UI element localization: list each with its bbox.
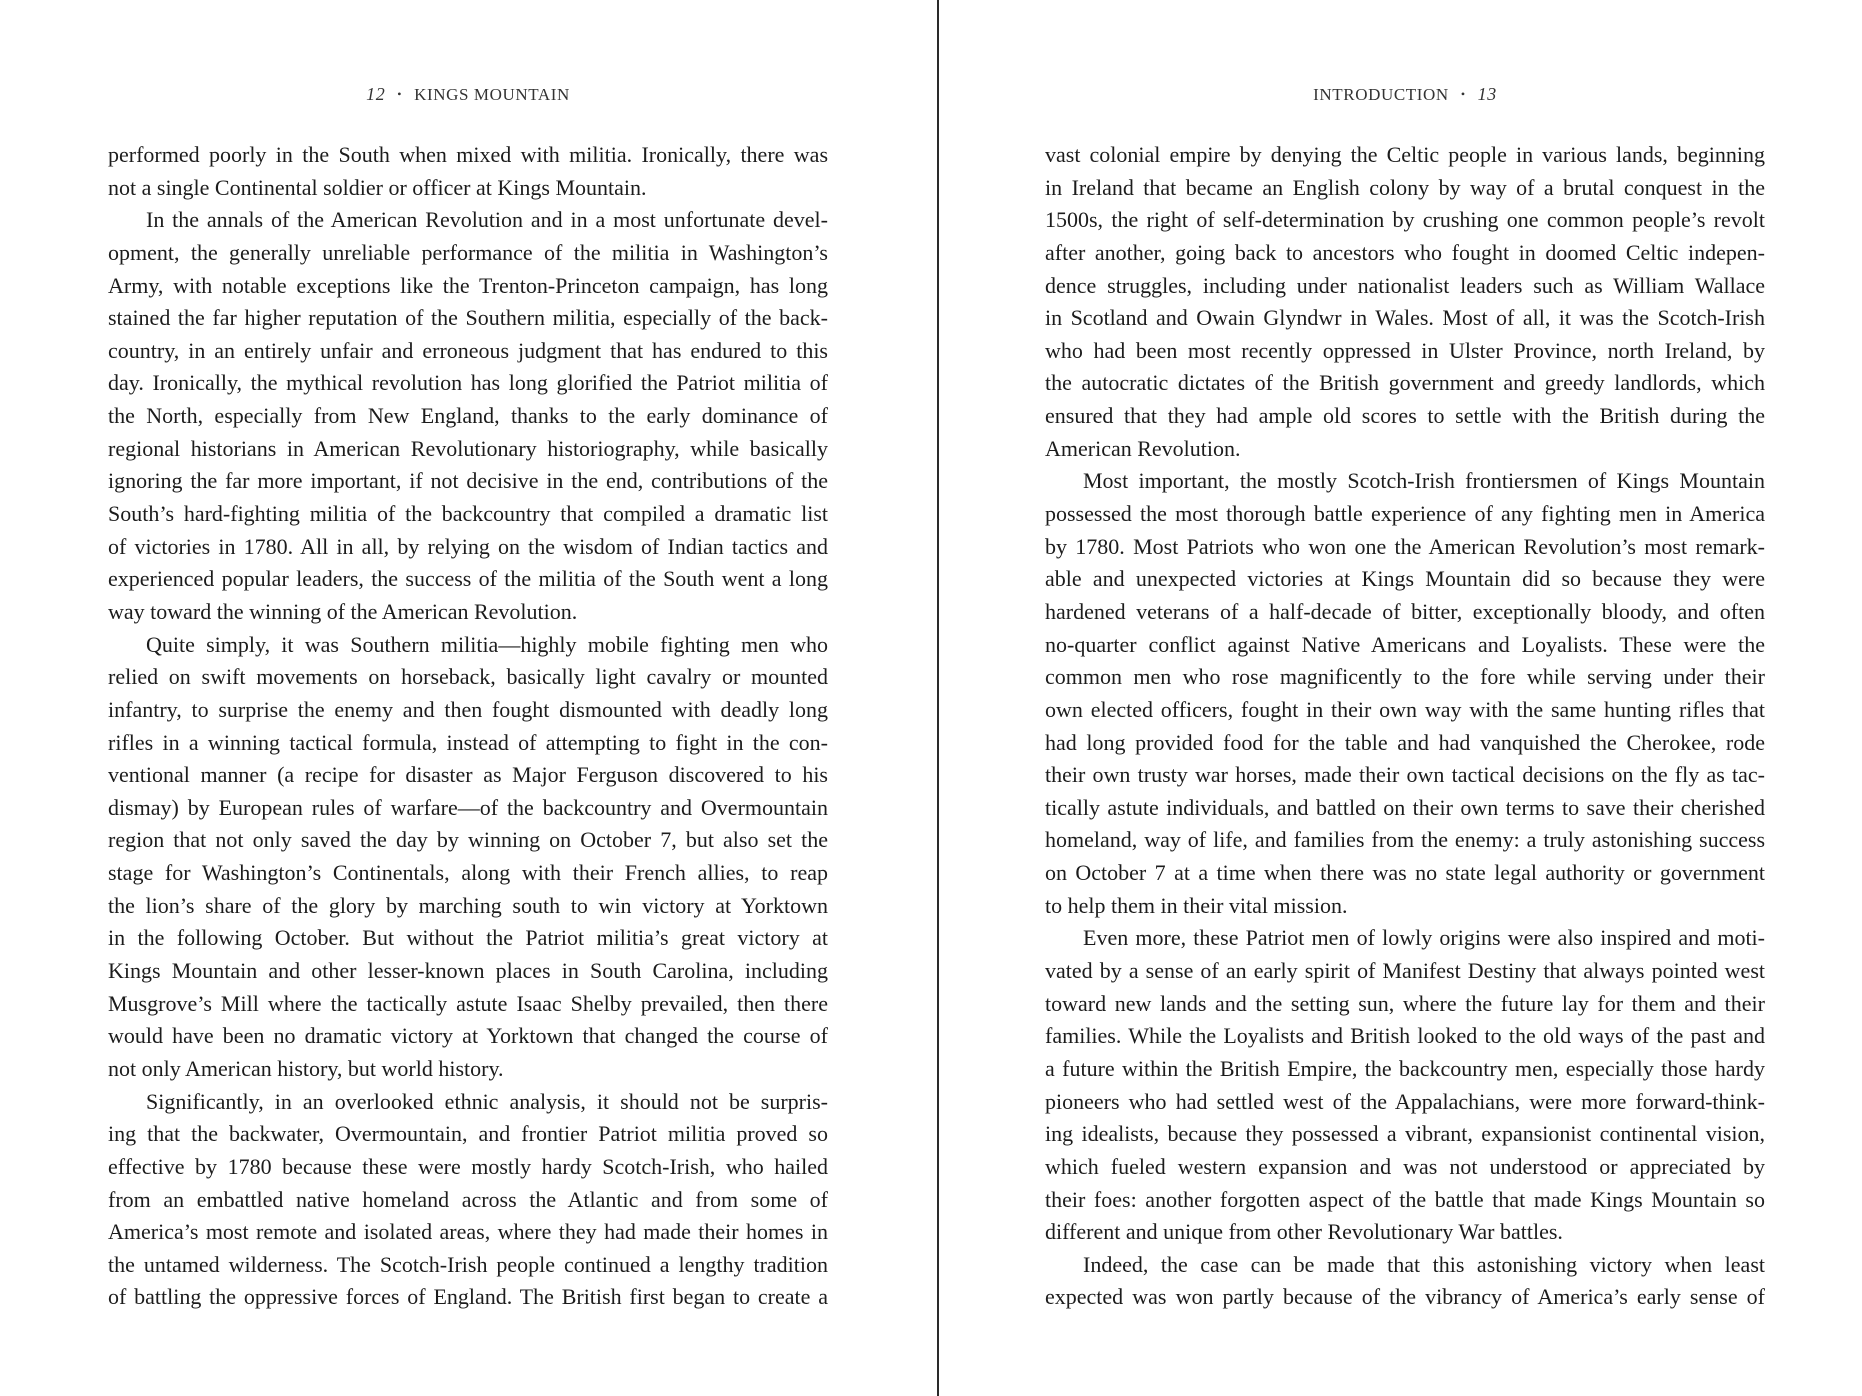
text-line: in Ireland that became an English colony by way of a brutal conquest in the: [1045, 174, 1765, 200]
text-line: hardened veterans of a half-decade of bitter, exceptionally bloody, and often: [1045, 598, 1765, 624]
right-running-title: INTRODUCTION: [1313, 85, 1449, 104]
text-line: their foes: another forgotten aspect of the battle that made Kings Mountain so: [1045, 1186, 1765, 1212]
text-line: American Revolution.: [1045, 435, 1241, 461]
text-line: Kings Mountain and other lesser-known places in South Carolina, including: [108, 958, 828, 984]
text-line: ignoring the far more important, if not decisive in the end, contributions of the: [108, 468, 828, 494]
left-page: [108, 0, 828, 1396]
text-line: ing idealists, because they possessed a vibrant, expansionist continental vision,: [1045, 1121, 1765, 1147]
text-line: effective by 1780 because these were mostly hardy Scotch-Irish, who hailed: [108, 1153, 828, 1179]
text-line: South’s hard-fighting militia of the backcountry that compiled a dramatic list: [108, 501, 828, 527]
text-line: different and unique from other Revolutionary War battles.: [1045, 1219, 1563, 1245]
text-line: a future within the British Empire, the backcountry men, especially those hardy: [1045, 1055, 1765, 1081]
text-line: tically astute individuals, and battled on their own terms to save their cherished: [1045, 794, 1765, 820]
text-line: their own trusty war horses, made their own tactical decisions on the fly as tac-: [1045, 762, 1765, 788]
text-line: Even more, these Patriot men of lowly origins were also inspired and moti-: [1083, 925, 1765, 951]
text-line: common men who rose magnificently to the fore while serving under their: [1045, 664, 1765, 690]
text-line: in Scotland and Owain Glyndwr in Wales. Most of all, it was the Scotch-Irish: [1045, 305, 1765, 331]
text-line: relied on swift movements on horseback, basically light cavalry or mounted: [108, 664, 828, 690]
text-line: vast colonial empire by denying the Celtic people in various lands, beginning: [1045, 142, 1765, 167]
text-line: stage for Washington’s Continentals, along with their French allies, to reap: [108, 860, 828, 886]
text-line: to help them in their vital mission.: [1045, 892, 1348, 918]
text-line: region that not only saved the day by winning on October 7, but also set the: [108, 827, 828, 853]
text-line: ing that the backwater, Overmountain, and frontier Patriot militia proved so: [108, 1121, 828, 1147]
text-line: In the annals of the American Revolution and in a most unfortunate devel-: [146, 207, 828, 233]
text-line: after another, going back to ancestors who fought in doomed Celtic indepen-: [1045, 239, 1765, 265]
text-line: from an embattled native homeland across the Atlantic and from some of: [108, 1186, 828, 1212]
text-line: families. While the Loyalists and British looked to the old ways of the past and: [1045, 1023, 1765, 1049]
text-line: dismay) by European rules of warfare—of the backcountry and Overmountain: [108, 794, 828, 820]
text-line: stained the far higher reputation of the Southern militia, especially of the back-: [108, 305, 828, 331]
text-line: possessed the most thorough battle experience of any fighting men in America: [1045, 501, 1765, 527]
text-line: had long provided food for the table and had vanquished the Cherokee, rode: [1045, 729, 1765, 755]
text-line: 1500s, the right of self-determination by crushing one common people’s revolt: [1045, 207, 1765, 233]
text-line: homeland, way of life, and families from the enemy: a truly astonishing success: [1045, 827, 1765, 853]
text-line: toward new lands and the setting sun, where the future lay for them and their: [1045, 990, 1765, 1016]
text-line: country, in an entirely unfair and erroneous judgment that has endured to this: [108, 337, 828, 363]
text-line: of battling the oppressive forces of England. The British first began to create a: [108, 1284, 828, 1310]
text-line: Quite simply, it was Southern militia—highly mobile fighting men who: [146, 631, 828, 657]
text-line: dence struggles, including under nationalist leaders such as William Wallace: [1045, 272, 1765, 298]
text-line: expected was won partly because of the vibrancy of America’s early sense of: [1045, 1284, 1765, 1310]
text-line: vated by a sense of an early spirit of Manifest Destiny that always pointed west: [1045, 958, 1765, 984]
text-line: on October 7 at a time when there was no state legal authority or government: [1045, 860, 1765, 886]
text-line: no-quarter conflict against Native Americans and Loyalists. These were the: [1045, 631, 1765, 657]
right-body-text: [1045, 139, 1765, 1314]
text-line: infantry, to surprise the enemy and then fought dismounted with deadly long: [108, 696, 828, 722]
text-line: performed poorly in the South when mixed with militia. Ironically, there was: [108, 142, 828, 167]
text-line: Significantly, in an overlooked ethnic analysis, it should not be surpris-: [146, 1088, 828, 1114]
text-line: regional historians in American Revolutionary historiography, while basically: [108, 435, 828, 461]
text-line: not only American history, but world history.: [108, 1055, 504, 1081]
text-line: in the following October. But without the Patriot militia’s great victory at: [108, 925, 828, 951]
text-line: Indeed, the case can be made that this astonishing victory when least: [1083, 1251, 1765, 1277]
text-line: the untamed wilderness. The Scotch-Irish people continued a lengthy tradition: [108, 1251, 828, 1277]
text-line: of victories in 1780. All in all, by relying on the wisdom of Indian tactics and: [108, 533, 828, 559]
text-line: day. Ironically, the mythical revolution has long glorified the Patriot militia of: [108, 370, 828, 396]
left-page-number: 12: [366, 84, 386, 104]
text-line: Most important, the mostly Scotch-Irish frontiersmen of Kings Mountain: [1083, 468, 1765, 494]
text-line: who had been most recently oppressed in Ulster Province, north Ireland, by: [1045, 337, 1765, 363]
text-line: would have been no dramatic victory at Yorktown that changed the course of: [108, 1023, 828, 1049]
text-line: able and unexpected victories at Kings Mountain did so because they were: [1045, 566, 1765, 592]
text-line: Musgrove’s Mill where the tactically astute Isaac Shelby prevailed, then there: [108, 990, 828, 1016]
bullet-separator: •: [1460, 87, 1466, 101]
right-running-head: [1045, 84, 1765, 105]
text-line: opment, the generally unreliable performance of the militia in Washington’s: [108, 239, 828, 265]
text-line: way toward the winning of the American Revolution.: [108, 598, 578, 624]
text-line: the autocratic dictates of the British government and greedy landlords, which: [1045, 370, 1765, 396]
left-body-text: [108, 139, 828, 1314]
text-line: own elected officers, fought in their own way with the same hunting rifles that: [1045, 696, 1765, 722]
text-line: the lion’s share of the glory by marching south to win victory at Yorktown: [108, 892, 828, 918]
right-page-number: 13: [1477, 84, 1497, 104]
text-line: ventional manner (a recipe for disaster as Major Ferguson discovered to his: [108, 762, 828, 788]
text-line: pioneers who had settled west of the Appalachians, were more forward-think-: [1045, 1088, 1765, 1114]
text-line: by 1780. Most Patriots who won one the American Revolution’s most remark-: [1045, 533, 1765, 559]
text-line: ensured that they had ample old scores to settle with the British during the: [1045, 403, 1765, 429]
text-line: not a single Continental soldier or officer at Kings Mountain.: [108, 174, 647, 200]
page-gutter: [937, 0, 939, 1396]
left-running-title: KINGS MOUNTAIN: [414, 85, 570, 104]
text-line: the North, especially from New England, thanks to the early dominance of: [108, 403, 828, 429]
text-line: which fueled western expansion and was not understood or appreciated by: [1045, 1153, 1765, 1179]
text-line: rifles in a winning tactical formula, instead of attempting to fight in the con-: [108, 729, 828, 755]
text-line: experienced popular leaders, the success of the militia of the South went a long: [108, 566, 828, 592]
text-line: Army, with notable exceptions like the Trenton-Princeton campaign, has long: [108, 272, 828, 298]
left-running-head: [108, 84, 828, 105]
text-line: America’s most remote and isolated areas, where they had made their homes in: [108, 1219, 828, 1245]
bullet-separator: •: [397, 87, 403, 101]
right-page: [1045, 0, 1765, 1396]
